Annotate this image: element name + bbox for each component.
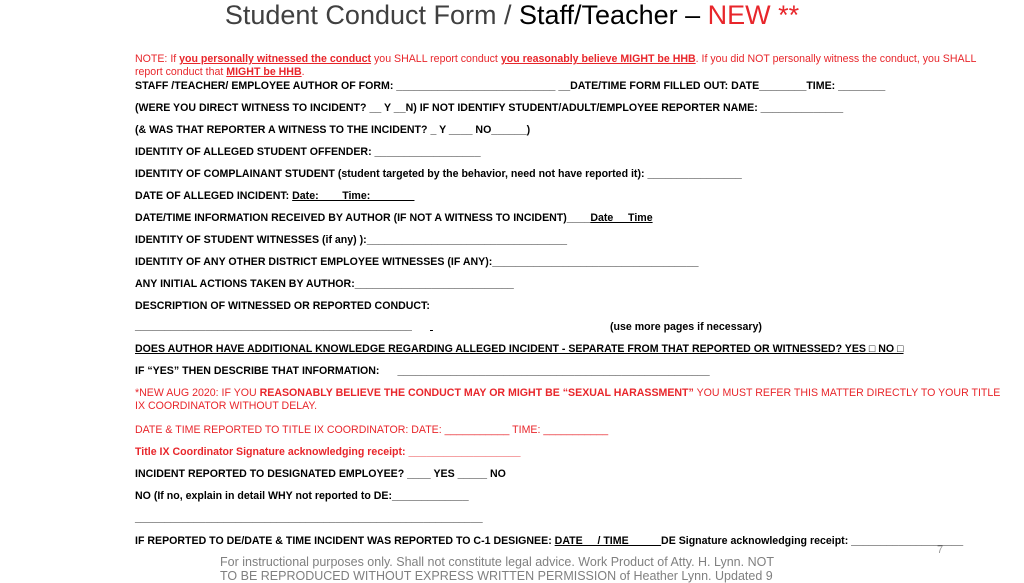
description-blank-line[interactable]: _______________________________________________ <box>135 320 412 332</box>
new-aug-prefix: *NEW AUG 2020: IF YOU <box>135 387 260 399</box>
field-blank-line[interactable]: ___________________________________________________________ <box>135 512 483 524</box>
note-prefix: NOTE: If <box>135 53 180 65</box>
info-received-label: DATE/TIME INFORMATION RECEIVED BY AUTHOR (IF NOT A WITNESS TO INCIDENT)____ <box>135 212 591 224</box>
note-mid-2: . If you did NOT personally witness the conduct, you SHALL report conduct that <box>135 53 976 78</box>
title-ix-notice <box>135 387 1003 413</box>
date-incident-label: DATE OF ALLEGED INCIDENT: <box>135 190 293 202</box>
field-offender[interactable]: IDENTITY OF ALLEGED STUDENT OFFENDER: __________________ <box>135 146 481 158</box>
description-continue-line <box>430 320 610 333</box>
title-part-new: NEW ** <box>707 0 800 30</box>
field-designated-employee[interactable]: INCIDENT REPORTED TO DESIGNATED EMPLOYEE? ____ YES _____ NO <box>135 468 506 480</box>
field-direct-witness[interactable]: (WERE YOU DIRECT WITNESS TO INCIDENT? __ Y __N) IF NOT IDENTIFY STUDENT/ADULT/EMPLOYEE REPORTER NAME: ______________ <box>135 102 844 114</box>
note-paragraph <box>135 53 1003 79</box>
field-reported-de[interactable] <box>135 535 963 548</box>
field-no-explain[interactable]: NO (If no, explain in detail WHY not reported to DE:_____________ <box>135 490 469 502</box>
field-description-blank[interactable] <box>135 320 412 333</box>
field-info-received[interactable] <box>135 212 653 225</box>
more-pages-note: (use more pages if necessary) <box>610 321 762 333</box>
note-mid-1: you SHALL report conduct <box>371 53 501 65</box>
new-aug-suffix: YOU MUST REFER THIS MATTER DIRECTLY TO YOUR TITLE <box>693 387 1001 399</box>
field-student-witnesses[interactable]: IDENTITY OF STUDENT WITNESSES (if any) ):__________________________________ <box>135 234 568 246</box>
page-number: 7 <box>937 544 944 556</box>
note-bold-3: MIGHT be HHB <box>226 66 302 78</box>
if-yes-blank[interactable]: _____________________________________________________ <box>397 365 710 377</box>
if-yes-label: IF “YES” THEN DESCRIBE THAT INFORMATION: <box>135 365 380 377</box>
field-staff-author[interactable]: STAFF /TEACHER/ EMPLOYEE AUTHOR OF FORM: ___________________________ __DATE/TIME FORM FILLED OUT: DATE________TIME: ________ <box>135 80 886 92</box>
de-signature[interactable]: DE Signature acknowledging receipt: ___________________ <box>661 535 964 547</box>
page-title <box>0 0 1024 32</box>
field-initial-actions[interactable]: ANY INITIAL ACTIONS TAKEN BY AUTHOR:___________________________ <box>135 278 514 290</box>
info-received-date[interactable]: Date__ Time <box>590 212 653 224</box>
footer-line-1: For instructional purposes only. Shall not constitute legal advice. Work Product of Atty. H. Lynn. NOT <box>220 555 774 569</box>
note-bold-2: you reasonably believe MIGHT be HHB <box>500 53 696 65</box>
new-aug-suffix-2: IX COORDINATOR WITHOUT DELAY. <box>135 400 318 412</box>
footer-line-2: TO BE REPRODUCED WITHOUT EXPRESS WRITTEN PERMISSION of Heather Lynn. Updated 9 <box>220 569 773 583</box>
reported-de-label: IF REPORTED TO DE/DATE & TIME INCIDENT WAS REPORTED TO C-1 DESIGNEE: <box>135 535 555 547</box>
title-part-staff: Staff/Teacher – <box>519 0 708 30</box>
date-incident-fields[interactable]: Date:____Time: _______ <box>292 190 415 202</box>
note-end: . <box>301 66 305 78</box>
title-part-form: Student Conduct Form / <box>224 0 519 30</box>
field-reporter-witness[interactable]: (& WAS THAT REPORTER A WITNESS TO THE INCIDENT? _ Y ____ NO______) <box>135 124 531 136</box>
field-date-incident[interactable] <box>135 190 414 203</box>
field-description: DESCRIPTION OF WITNESSED OR REPORTED CONDUCT: <box>135 300 430 312</box>
footer-disclaimer <box>220 555 820 583</box>
field-title-ix-signature[interactable]: Title IX Coordinator Signature acknowledging receipt: ___________________ <box>135 446 521 458</box>
field-additional-knowledge[interactable]: DOES AUTHOR HAVE ADDITIONAL KNOWLEDGE REGARDING ALLEGED INCIDENT - SEPARATE FROM THAT REPORTED OR WITNESSED? YES □ NO □ <box>135 343 904 355</box>
field-complainant[interactable]: IDENTITY OF COMPLAINANT STUDENT (student targeted by the behavior, need not have reported it): ________________ <box>135 168 742 180</box>
field-title-ix-date[interactable]: DATE & TIME REPORTED TO TITLE IX COORDINATOR: DATE: ___________ TIME: ___________ <box>135 424 609 436</box>
reported-de-fields[interactable]: DATE __/ TIME _____ <box>554 535 662 547</box>
new-aug-bold: REASONABLY BELIEVE THE CONDUCT MAY OR MIGHT BE “SEXUAL HARASSMENT” <box>259 387 694 399</box>
field-employee-witnesses[interactable]: IDENTITY OF ANY OTHER DISTRICT EMPLOYEE WITNESSES (IF ANY):___________________________________ <box>135 256 699 268</box>
field-if-yes[interactable] <box>135 365 710 378</box>
note-bold-1: you personally witnessed the conduct <box>179 53 372 65</box>
